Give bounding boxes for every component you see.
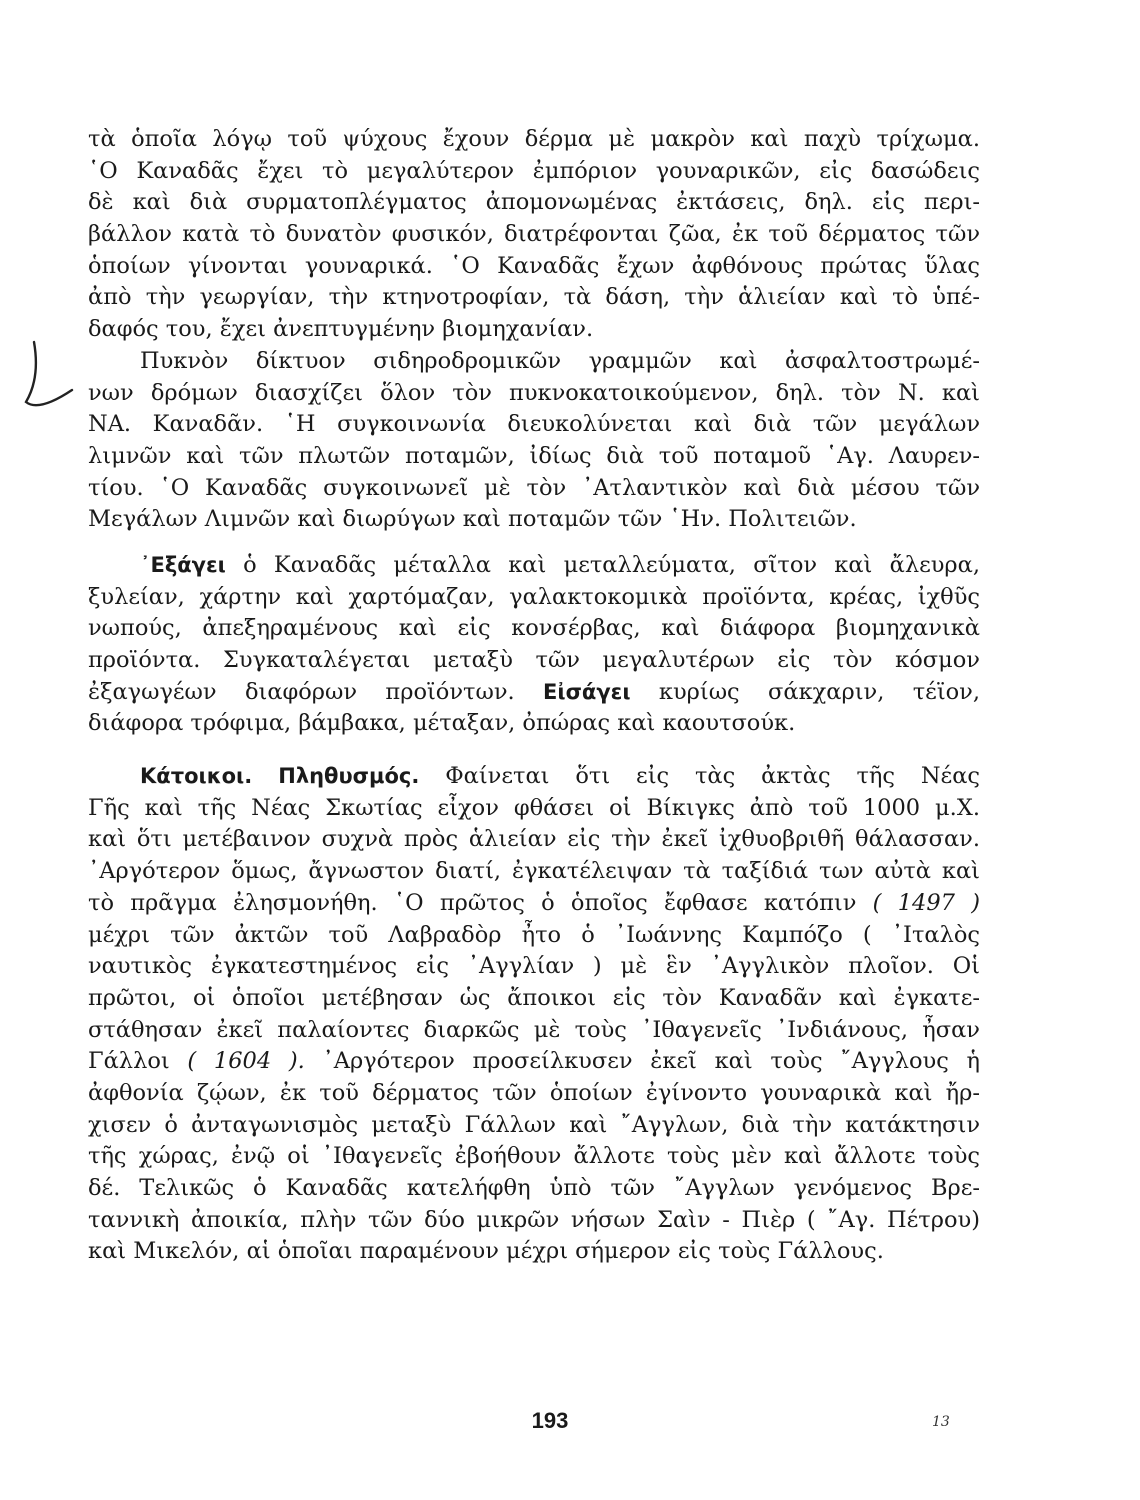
text-line: ἀπὸ τὴν γεωργίαν, τὴν κτηνοτροφίαν, τὰ δάση, τὴν ἁλιείαν καὶ τὸ ὑπέ-: [88, 284, 980, 311]
text-line: χισεν ὁ ἀνταγωνισμὸς μεταξὺ Γάλλων καὶ ῎Αγγλων, διὰ τὴν κατάκτησιν: [88, 1111, 980, 1138]
text-line: τῆς χώρας, ἐνῷ οἱ ᾿Ιθαγενεῖς ἐβοήθουν ἄλλοτε τοὺς μὲν καὶ ἄλλοτε τοὺς: [88, 1143, 980, 1170]
text-line: [88, 888, 980, 920]
text-line: λιμνῶν καὶ τῶν πλωτῶν ποταμῶν, ἰδίως διὰ τοῦ ποταμοῦ ῾Αγ. Λαυρεν-: [88, 442, 980, 469]
text-span: τὸ πρᾶγμα ἐλησμονήθη. ῾Ο πρῶτος ὁ ὁποῖος ἔφθασε κατόπιν: [88, 889, 857, 916]
text-span: ὁ Καναδᾶς μέταλλα καὶ μεταλλεύματα, σῖτον καὶ ἄλευρα,: [243, 551, 980, 578]
paragraph-trade: [88, 550, 980, 740]
text-line: [88, 761, 980, 793]
text-line: διάφορα τρόφιμα, βάμβακα, μέταξαν, ὀπώρας καὶ καουτσούκ.: [88, 710, 796, 737]
text-line: ταννικὴ ἀποικία, πλὴν τῶν δύο μικρῶν νήσων Σαὶν - Πιὲρ ( ῎Αγ. Πέτρου): [88, 1206, 980, 1233]
text-line: τίου. ῾Ο Καναδᾶς συγκοινωνεῖ μὲ τὸν ᾿Ατλαντικὸν καὶ διὰ μέσου τῶν: [88, 474, 980, 501]
paragraph-inhabitants: [88, 761, 980, 1268]
text-span: Γάλλοι: [88, 1048, 170, 1075]
text-line: πρῶτοι, οἱ ὁποῖοι μετέβησαν ὡς ἄποικοι εἰς τὸν Καναδᾶν καὶ ἐγκατε-: [88, 984, 980, 1011]
text-line: Πυκνὸν δίκτυον σιδηροδρομικῶν γραμμῶν καὶ ἀσφαλτοστρωμέ-: [140, 347, 980, 374]
text-line: ὁποίων γίνονται γουναρικά. ῾Ο Καναδᾶς ἔχων ἀφθόνους πρώτας ὕλας: [88, 252, 980, 279]
text-line: καὶ ὅτι μετέβαινον συχνὰ πρὸς ἁλιείαν εἰς τὴν ἐκεῖ ἰχθυοβριθῆ θάλασσαν.: [88, 826, 980, 853]
text-line: νων δρόμων διασχίζει ὅλον τὸν πυκνοκατοικούμενον, δηλ. τὸν Ν. καὶ: [88, 379, 980, 406]
text-line: καὶ Μικελόν, αἱ ὁποῖαι παραμένουν μέχρι σήμερον εἰς τοὺς Γάλλους.: [88, 1238, 884, 1265]
text-line: ἀφθονία ζῴων, ἐκ τοῦ δέρματος τῶν ὁποίων ἐγίνοντο γουναρικὰ καὶ ἤρ-: [88, 1079, 980, 1106]
text-line: νωπούς, ἀπεξηραμένους καὶ εἰς κονσέρβας, καὶ διάφορα βιομηχανικὰ: [88, 615, 980, 642]
text-line: δὲ καὶ διὰ συρματοπλέγματος ἀπομονωμένας ἐκτάσεις, δηλ. εἰς περι-: [88, 189, 980, 216]
text-line: [88, 1046, 980, 1078]
imports-heading: Εἰσάγει: [543, 679, 631, 704]
paragraph-fur-trade: [88, 124, 980, 346]
text-line: ξυλείαν, χάρτην καὶ χαρτόμαζαν, γαλακτοκομικὰ προϊόντα, κρέας, ἰχθῦς: [88, 583, 980, 610]
page-number: 193: [531, 1408, 569, 1433]
text-line: βάλλον κατὰ τὸ δυνατὸν φυσικόν, διατρέφονται ζῶα, ἐκ τοῦ δέρματος τῶν: [88, 221, 980, 248]
text-line: προϊόντα. Συγκαταλέγεται μεταξὺ τῶν μεγαλυτέρων εἰς τὸν κόσμον: [88, 647, 980, 673]
section-heading: Κάτοικοι. Πληθυσμός.: [140, 764, 420, 789]
signature-mark: 13: [932, 1414, 950, 1430]
text-line: τὰ ὁποῖα λόγῳ τοῦ ψύχους ἔχουν δέρμα μὲ μακρὸν καὶ παχὺ τρίχωμα.: [88, 126, 980, 152]
text-line: ΝΑ. Καναδᾶν. ῾Η συγκοινωνία διευκολύνεται καὶ διὰ τῶν μεγάλων: [88, 411, 980, 438]
text-span: Φαίνεται ὅτι εἰς τὰς ἀκτὰς τῆς Νέας: [445, 763, 980, 790]
text-line: ῾Ο Καναδᾶς ἔχει τὸ μεγαλύτερον ἐμπόριον γουναρικῶν, εἰς δασώδεις: [88, 157, 980, 184]
text-span: ἐξαγωγέων διαφόρων προϊόντων.: [88, 678, 515, 705]
year-span: ( 1604 ).: [187, 1048, 305, 1075]
text-line: ναυτικὸς ἐγκατεστημένος εἰς ᾿Αγγλίαν ) μὲ ἓν ᾿Αγγλικὸν πλοῖον. Οἱ: [88, 953, 980, 980]
text-line: ᾿Αργότερον ὅμως, ἄγνωστον διατί, ἐγκατέλειψαν τὰ ταξίδιά των αὐτὰ καὶ: [88, 858, 980, 885]
text-span: κυρίως σάκχαριν, τέϊον,: [658, 678, 980, 705]
text-line: [88, 550, 980, 582]
year-span: ( 1497 ): [872, 889, 980, 916]
text-line: δέ. Τελικῶς ὁ Καναδᾶς κατελήφθη ὑπὸ τῶν ῎Αγγλων γενόμενος Βρε-: [88, 1175, 980, 1201]
exports-heading: ᾿Εξάγει: [140, 552, 226, 577]
handwritten-margin-mark-icon: [14, 340, 84, 420]
text-line: μέχρι τῶν ἀκτῶν τοῦ Λαβραδὸρ ἦτο ὁ ᾿Ιωάννης Καμπόζο ( ᾿Ιταλὸς: [88, 921, 980, 948]
page-body: [88, 124, 980, 1268]
text-line: δαφός του, ἔχει ἀνεπτυγμένην βιομηχανίαν.: [88, 316, 594, 343]
text-span: ᾿Αργότερον προσείλκυσεν ἐκεῖ καὶ τοὺς ῎Αγγλους ἡ: [322, 1048, 980, 1075]
text-line: στάθησαν ἐκεῖ παλαίοντες διαρκῶς μὲ τοὺς ᾿Ιθαγενεῖς ᾿Ινδιάνους, ἦσαν: [88, 1016, 980, 1043]
text-line: [88, 677, 980, 709]
paragraph-transport: [88, 346, 980, 536]
text-line: Γῆς καὶ τῆς Νέας Σκωτίας εἶχον φθάσει οἱ Βίκιγκς ἀπὸ τοῦ 1000 μ.Χ.: [88, 794, 980, 821]
text-line: Μεγάλων Λιμνῶν καὶ διωρύγων καὶ ποταμῶν τῶν ῾Ην. Πολιτειῶν.: [88, 506, 857, 533]
